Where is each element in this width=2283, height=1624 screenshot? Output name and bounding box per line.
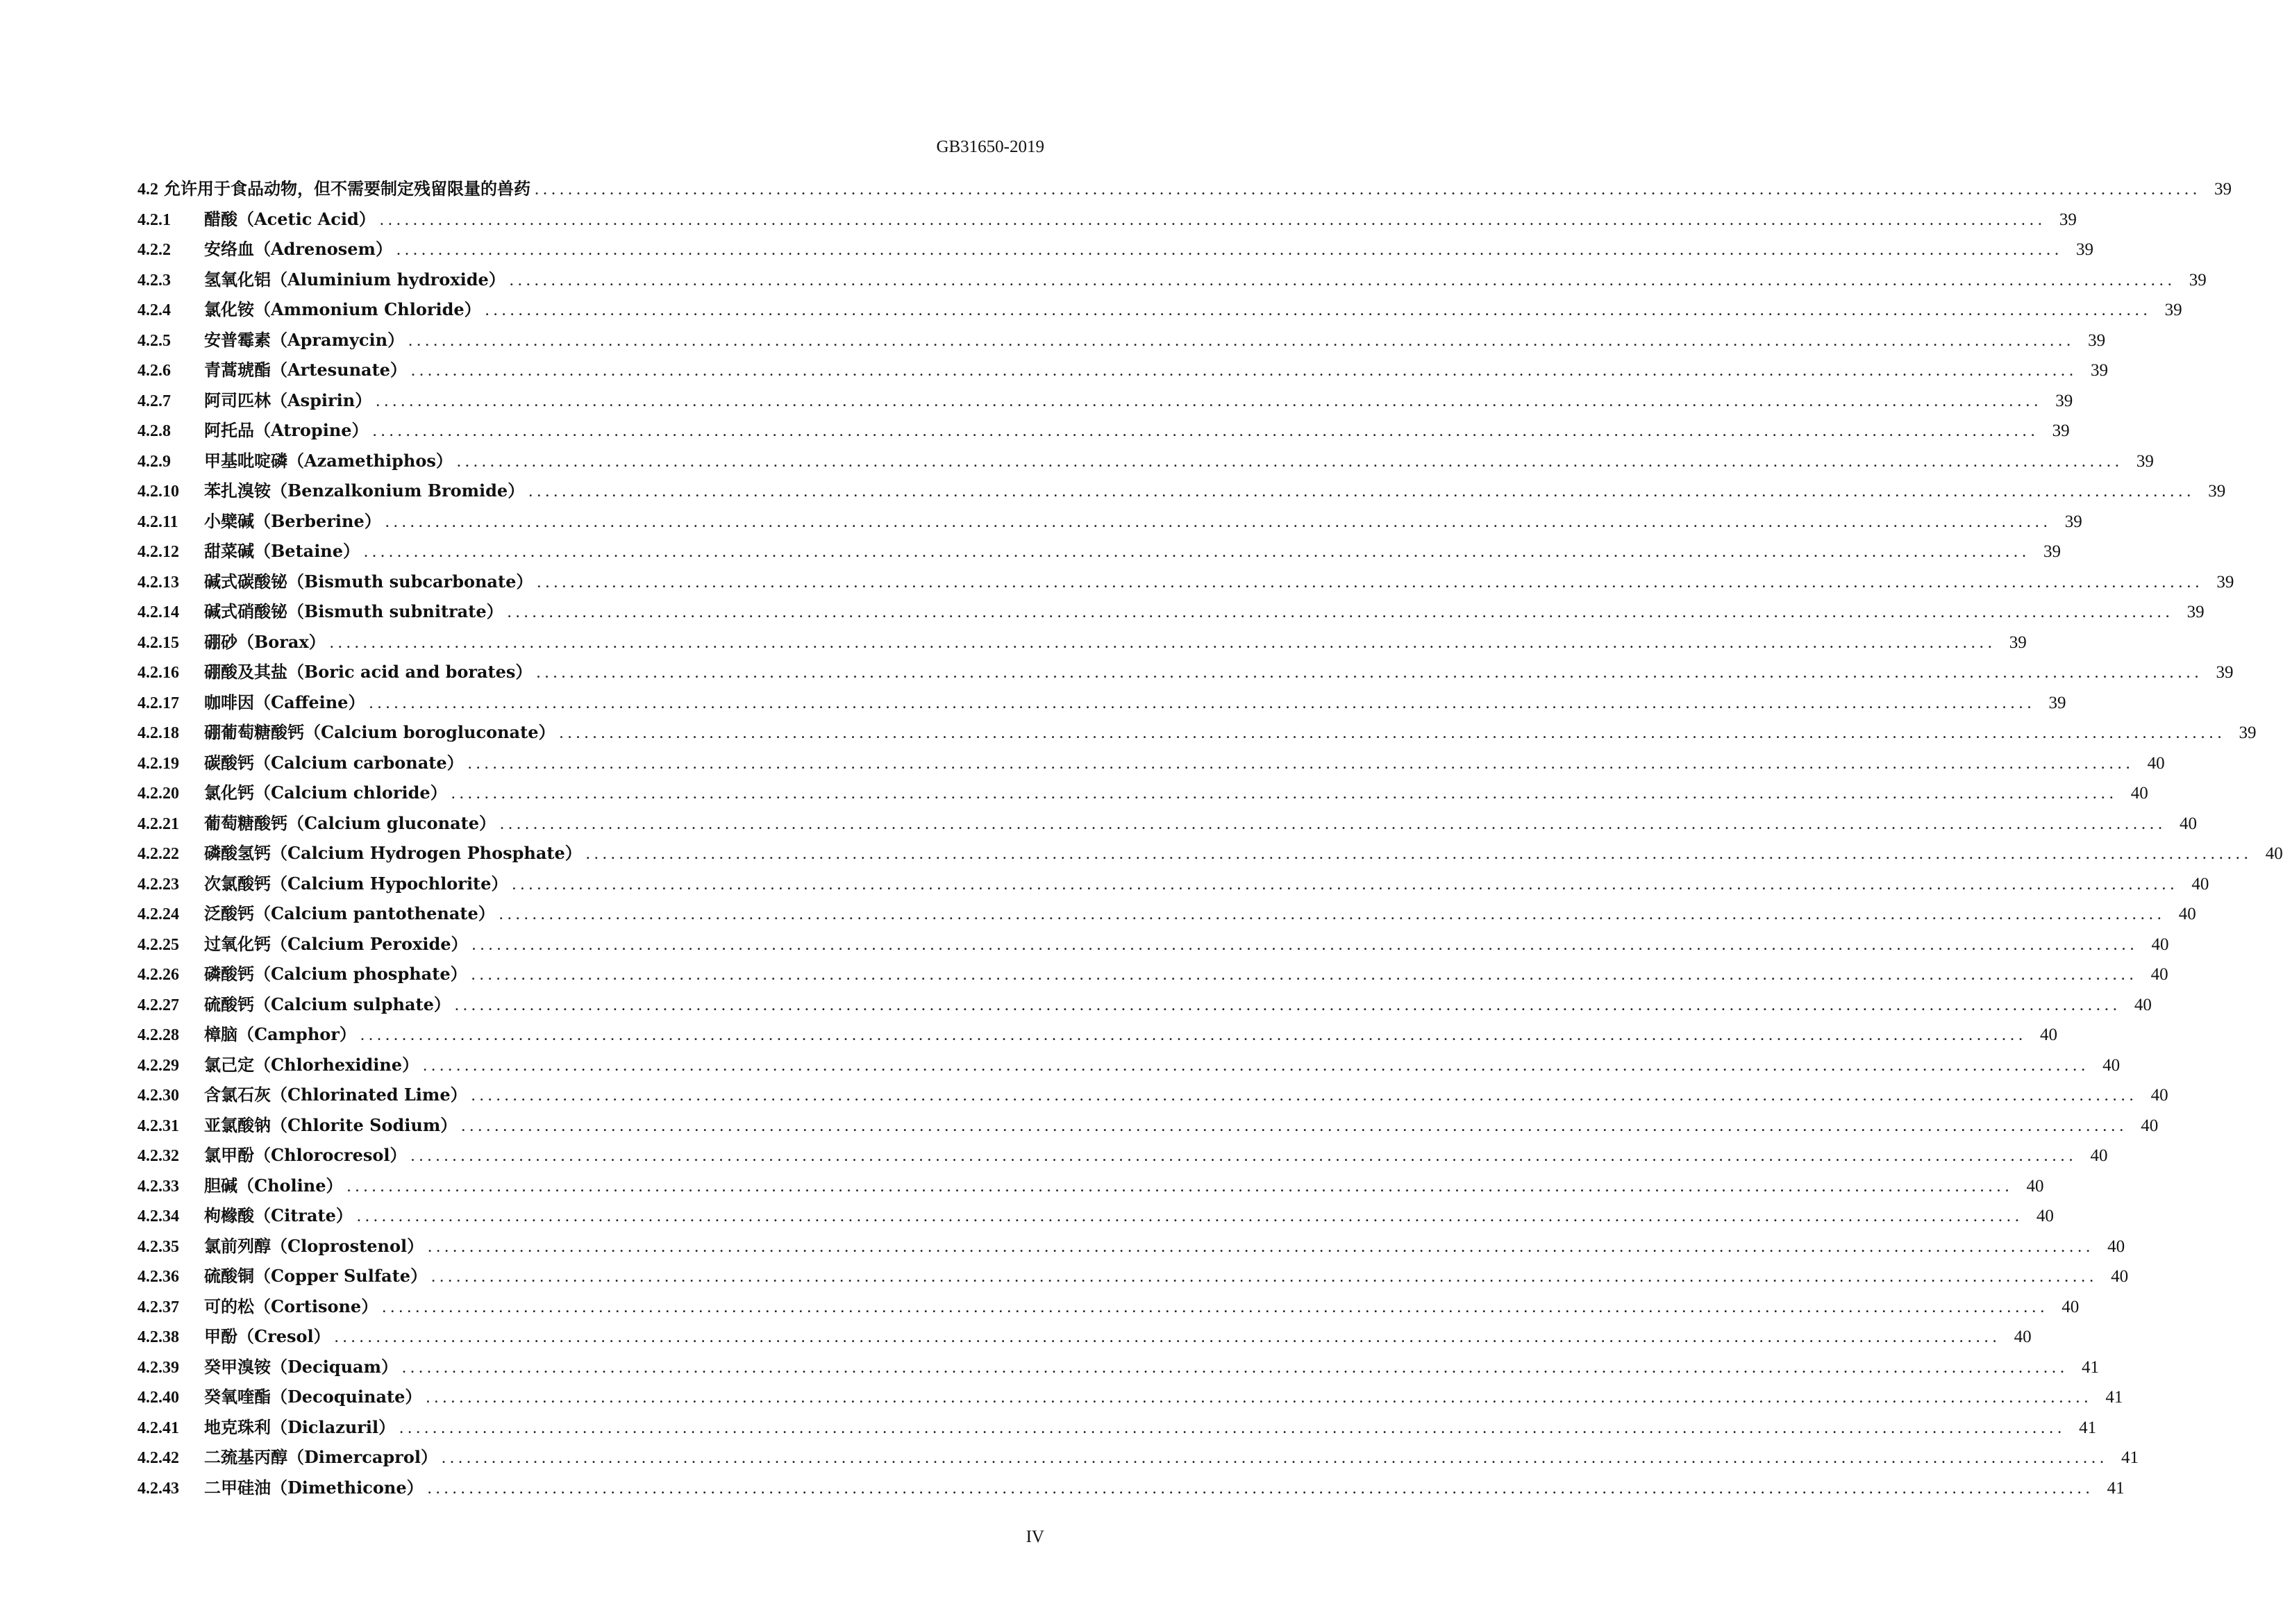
toc-entry-page: 40 — [2147, 753, 2165, 773]
toc-entry[interactable] — [137, 1140, 2108, 1171]
toc-entry-title: 安普霉素（Apramycin） — [204, 329, 405, 350]
toc-entry-page: 41 — [2107, 1478, 2125, 1498]
toc-entry-number: 4.2.12 — [137, 543, 179, 561]
toc-entry-page: 40 — [2102, 1055, 2121, 1075]
toc-entry-page: 40 — [2178, 905, 2196, 923]
toc-entry-title: 咖啡因（Caffeine） — [204, 692, 365, 712]
toc-entry-page: 39 — [2043, 542, 2062, 561]
dot-leader: ........................................................................................................................................................................................................ — [410, 362, 2077, 380]
toc-entry-title: 亚氯酸钠（Chlorite Sodium） — [204, 1114, 458, 1135]
toc-entry[interactable] — [137, 869, 2209, 899]
toc-entry[interactable] — [137, 1442, 2139, 1473]
toc-entry-number: 4.2.37 — [137, 1298, 179, 1316]
dot-leader: ........................................................................................................................................................................................................ — [507, 603, 2174, 621]
toc-entry[interactable] — [137, 1291, 2080, 1322]
toc-entry-page: 40 — [2265, 844, 2283, 863]
toc-entry-number: 4.2.5 — [137, 331, 171, 350]
toc-entry-page: 40 — [2191, 874, 2209, 894]
toc-entry-page: 39 — [2136, 451, 2154, 471]
dot-leader: ........................................................................................................................................................................................................ — [467, 754, 2134, 773]
dot-leader: ........................................................................................................................................................................................................ — [376, 392, 2043, 410]
toc-entry-page: 39 — [2208, 482, 2226, 501]
toc-entry[interactable] — [137, 717, 2257, 748]
toc-entry-title: 次氯酸钙（Calcium Hypochlorite） — [204, 873, 508, 894]
toc-entry-number: 4.2.18 — [137, 724, 179, 742]
dot-leader: ........................................................................................................................................................................................................ — [396, 241, 2063, 259]
toc-entry[interactable] — [137, 1231, 2125, 1262]
toc-entry-number: 4.2.2 — [137, 241, 171, 259]
toc-entry-number: 4.2.38 — [137, 1328, 179, 1346]
toc-entry-title: 二巯基丙醇（Dimercaprol） — [204, 1447, 437, 1467]
toc-entry-page: 39 — [2090, 361, 2108, 380]
toc-entry-title: 过氧化钙（Calcium Peroxide） — [204, 933, 468, 954]
toc-entry-page: 39 — [2239, 723, 2257, 742]
toc-entry-page: 40 — [2036, 1207, 2054, 1225]
page-number: IV — [1026, 1527, 1044, 1546]
toc-entry-page: 41 — [2079, 1418, 2097, 1437]
dot-leader: ........................................................................................................................................................................................................ — [499, 905, 2166, 923]
toc-entry-page: 40 — [2014, 1328, 2032, 1346]
toc-entry-page: 40 — [2150, 1086, 2168, 1105]
toc-entry-title: 硼酸及其盐（Boric acid and borates） — [204, 662, 533, 682]
dot-leader: ........................................................................................................................................................................................................ — [456, 452, 2123, 471]
dot-leader: ........................................................................................................................................................................................................ — [537, 573, 2204, 592]
dot-leader: ........................................................................................................................................................................................................ — [536, 664, 2203, 682]
toc-entry-title: 硫酸钙（Calcium sulphate） — [204, 994, 451, 1014]
toc-entry-page: 39 — [2009, 633, 2027, 652]
dot-leader: ........................................................................................................................................................................................................ — [471, 1087, 2138, 1105]
toc-entry-title: 氯己定（Chlorhexidine） — [204, 1054, 419, 1075]
toc-entry-title: 碳酸钙（Calcium carbonate） — [204, 752, 464, 773]
toc-entry[interactable] — [137, 748, 2165, 778]
toc-entry-page: 39 — [2059, 210, 2077, 229]
toc-entry-title: 青蒿琥酯（Artesunate） — [204, 360, 407, 380]
toc-entry-page: 39 — [2189, 270, 2207, 290]
toc-entry-number: 4.2.31 — [137, 1116, 179, 1135]
toc-entry-title: 硼砂（Borax） — [204, 631, 326, 652]
toc-entry-title: 氯化钙（Calcium chloride） — [204, 782, 447, 803]
toc-entry-page: 41 — [2082, 1357, 2099, 1377]
dot-leader: ........................................................................................................................................................................................................ — [360, 1026, 2027, 1044]
dot-leader: ........................................................................................................................................................................................................ — [426, 1389, 2093, 1407]
toc-entry-title: 小檗碱（Berberine） — [204, 510, 381, 531]
toc-entry-number: 4.2.22 — [137, 845, 179, 863]
toc-entry[interactable] — [137, 355, 2108, 385]
toc-entry-page: 39 — [2075, 240, 2093, 259]
toc-entry[interactable] — [137, 989, 2152, 1020]
toc-entry[interactable] — [137, 506, 2082, 537]
toc-entry-number: 4.2.39 — [137, 1358, 179, 1377]
toc-entry-title: 阿司匹林（Aspirin） — [204, 390, 372, 410]
toc-entry-number: 4.2.23 — [137, 875, 179, 894]
toc-entry-page: 39 — [2052, 421, 2070, 440]
toc-entry-number: 4.2.6 — [137, 362, 171, 380]
dot-leader: ........................................................................................................................................................................................................ — [431, 1268, 2098, 1286]
toc-entry[interactable] — [137, 687, 2066, 718]
dot-leader: ........................................................................................................................................................................................................ — [461, 1116, 2128, 1135]
dot-leader: ........................................................................................................................................................................................................ — [451, 785, 2118, 803]
toc-entry-title: 地克珠利（Diclazuril） — [204, 1416, 396, 1437]
toc-entry-page: 40 — [2107, 1237, 2125, 1256]
dot-leader: ........................................................................................................................................................................................................ — [385, 512, 2052, 531]
toc-entry-title: 硫酸铜（Copper Sulfate） — [204, 1266, 428, 1286]
toc-entry-page: 41 — [2121, 1448, 2139, 1467]
toc-entry-number: 4.2.40 — [137, 1389, 179, 1407]
toc-entry[interactable] — [137, 929, 2169, 960]
dot-leader: ........................................................................................................................................................................................................ — [408, 331, 2075, 350]
toc-entry[interactable] — [137, 385, 2073, 416]
dot-leader: ........................................................................................................................................................................................................ — [500, 814, 2167, 833]
toc-entry[interactable] — [137, 325, 2106, 355]
toc-entry-number: 4.2 — [137, 181, 158, 199]
toc-entry-page: 39 — [2164, 301, 2182, 319]
toc-entry-number: 4.2.8 — [137, 422, 171, 440]
toc-entry-page: 39 — [2048, 693, 2066, 712]
toc-entry-title: 葡萄糖酸钙（Calcium gluconate） — [204, 812, 496, 833]
toc-entry-number: 4.2.7 — [137, 392, 171, 410]
dot-leader: ........................................................................................................................................................................................................ — [528, 483, 2196, 501]
toc-entry-number: 4.2.14 — [137, 603, 179, 621]
toc-entry-number: 4.2.25 — [137, 935, 179, 954]
toc-entry[interactable] — [137, 1382, 2123, 1412]
toc-entry[interactable] — [137, 627, 2027, 658]
toc-entry[interactable] — [137, 838, 2283, 869]
toc-entry-number: 4.2.33 — [137, 1177, 179, 1196]
dot-leader: ........................................................................................................................................................................................................ — [471, 935, 2139, 954]
toc-entry-number: 4.2.1 — [137, 210, 171, 229]
toc-entry-number: 4.2.24 — [137, 905, 179, 923]
toc-entry-page: 40 — [2062, 1297, 2080, 1316]
toc-entry-title: 樟脑（Camphor） — [204, 1024, 356, 1044]
dot-leader: ........................................................................................................................................................................................................ — [512, 875, 2179, 894]
dot-leader: ........................................................................................................................................................................................................ — [346, 1177, 2014, 1196]
toc-entry-page: 39 — [2214, 180, 2232, 199]
toc-entry[interactable] — [137, 1200, 2054, 1231]
toc-entry-page: 40 — [2039, 1026, 2057, 1044]
toc-entry-page: 40 — [2111, 1267, 2129, 1286]
toc-entry-page: 41 — [2105, 1388, 2123, 1407]
toc-entry[interactable] — [137, 657, 2234, 687]
toc-entry[interactable] — [137, 567, 2234, 597]
dot-leader: ........................................................................................................................................................................................................ — [369, 694, 2036, 712]
toc-entry[interactable] — [137, 959, 2168, 989]
toc-entry[interactable] — [137, 1473, 2125, 1503]
toc-entry[interactable] — [137, 204, 2077, 235]
toc-entry[interactable] — [137, 536, 2062, 567]
dot-leader: ........................................................................................................................................................................................................ — [382, 1298, 2049, 1316]
toc-entry[interactable] — [137, 898, 2196, 929]
toc-entry[interactable] — [137, 1412, 2097, 1443]
toc-entry-title: 癸氧喹酯（Decoquinate） — [204, 1387, 422, 1407]
toc-entry[interactable] — [137, 294, 2182, 325]
toc-entry-title: 碱式碳酸铋（Bismuth subcarbonate） — [204, 571, 533, 592]
standard-code: GB31650-2019 — [936, 137, 1044, 156]
dot-leader: ........................................................................................................................................................................................................ — [399, 1418, 2066, 1437]
toc-entry-number: 4.2.29 — [137, 1056, 179, 1075]
toc-entry-title: 磷酸钙（Calcium phosphate） — [204, 964, 467, 984]
toc-entry[interactable] — [137, 1019, 2057, 1050]
dot-leader: ........................................................................................................................................................................................................ — [402, 1358, 2068, 1377]
toc-entry-number: 4.2.28 — [137, 1026, 179, 1044]
dot-leader: ........................................................................................................................................................................................................ — [454, 996, 2121, 1014]
dot-leader: ........................................................................................................................................................................................................ — [585, 845, 2252, 863]
toc-entry[interactable] — [137, 1050, 2121, 1080]
toc-entry[interactable] — [137, 1352, 2099, 1382]
toc-entry-title: 阿托品（Atropine） — [204, 420, 369, 440]
dot-leader: ........................................................................................................................................................................................................ — [379, 210, 2046, 229]
toc-entry-page: 40 — [2134, 995, 2152, 1014]
toc-entry[interactable] — [137, 1321, 2032, 1352]
toc-entry-page: 40 — [2141, 1116, 2159, 1135]
toc-entry-page: 40 — [2090, 1146, 2108, 1165]
toc-entry-title: 癸甲溴铵（Deciquam） — [204, 1356, 398, 1377]
toc-entry-number: 4.2.4 — [137, 301, 171, 319]
toc-entry-number: 4.2.17 — [137, 694, 179, 712]
toc-entry-title: 醋酸（Acetic Acid） — [204, 208, 376, 229]
toc-entry-title: 允许用于食品动物，但不需要制定残留限量的兽药 — [164, 178, 530, 199]
toc-entry[interactable] — [137, 476, 2226, 506]
toc-entry-number: 4.2.35 — [137, 1237, 179, 1256]
toc-entry-number: 4.2.43 — [137, 1479, 179, 1498]
dot-leader: ........................................................................................................................................................................................................ — [485, 301, 2152, 319]
table-of-contents — [137, 174, 2283, 1502]
toc-entry-number: 4.2.15 — [137, 633, 179, 652]
toc-entry-title: 磷酸氢钙（Calcium Hydrogen Phosphate） — [204, 843, 582, 863]
toc-entry-number: 4.2.16 — [137, 664, 179, 682]
toc-entry-number: 4.2.41 — [137, 1418, 179, 1437]
toc-entry-page: 40 — [2150, 965, 2168, 984]
toc-entry-number: 4.2.34 — [137, 1207, 179, 1225]
toc-entry[interactable] — [137, 1110, 2159, 1141]
dot-leader: ........................................................................................................................................................................................................ — [334, 1328, 2001, 1346]
dot-leader: ........................................................................................................................................................................................................ — [535, 181, 2201, 199]
toc-entry-page: 39 — [2186, 603, 2205, 621]
dot-leader: ........................................................................................................................................................................................................ — [471, 966, 2138, 984]
toc-entry[interactable] — [137, 446, 2154, 476]
toc-entry-title: 氯甲酚（Chlorocresol） — [204, 1145, 407, 1165]
toc-entry-title: 氯前列醇（Cloprostenol） — [204, 1235, 424, 1256]
toc-entry-title: 碱式硝酸铋（Bismuth subnitrate） — [204, 601, 503, 621]
toc-entry-page: 39 — [2216, 572, 2234, 592]
toc-entry-title: 甲酚（Cresol） — [204, 1326, 331, 1346]
toc-entry[interactable] — [137, 1171, 2044, 1201]
toc-entry-page: 40 — [2151, 935, 2169, 954]
dot-leader: ........................................................................................................................................................................................................ — [559, 724, 2226, 742]
dot-leader: ........................................................................................................................................................................................................ — [428, 1237, 2095, 1256]
toc-entry-number: 4.2.21 — [137, 814, 179, 833]
toc-entry-number: 4.2.11 — [137, 512, 178, 531]
dot-leader: ........................................................................................................................................................................................................ — [356, 1207, 2023, 1225]
dot-leader: ........................................................................................................................................................................................................ — [441, 1449, 2108, 1467]
toc-entry-title: 含氯石灰（Chlorinated Lime） — [204, 1085, 467, 1105]
toc-entry-number: 4.2.36 — [137, 1268, 179, 1286]
toc-entry-number: 4.2.27 — [137, 996, 179, 1014]
toc-entry-title: 胆碱（Choline） — [204, 1175, 343, 1196]
toc-entry-title: 氯化铵（Ammonium Chloride） — [204, 299, 481, 319]
toc-entry-title: 苯扎溴铵（Benzalkonium Bromide） — [204, 480, 525, 501]
dot-leader: ........................................................................................................................................................................................................ — [372, 422, 2039, 440]
toc-entry-title: 枸橼酸（Citrate） — [204, 1205, 353, 1225]
toc-entry[interactable] — [137, 1261, 2129, 1291]
toc-entry-number: 4.2.3 — [137, 271, 171, 290]
toc-entry-page: 40 — [2130, 784, 2148, 803]
toc-entry-number: 4.2.19 — [137, 754, 179, 773]
toc-entry[interactable] — [137, 596, 2205, 627]
toc-entry-title: 甲基吡啶磷（Azamethiphos） — [204, 450, 453, 471]
dot-leader: ........................................................................................................................................................................................................ — [427, 1479, 2094, 1498]
toc-entry-title: 甜菜碱（Betaine） — [204, 541, 360, 561]
dot-leader: ........................................................................................................................................................................................................ — [423, 1056, 2090, 1075]
toc-entry-page: 39 — [2064, 512, 2082, 531]
dot-leader: ........................................................................................................................................................................................................ — [364, 543, 2031, 561]
toc-entry-page: 39 — [2216, 663, 2234, 682]
toc-entry-number: 4.2.13 — [137, 573, 179, 592]
toc-entry-number: 4.2.42 — [137, 1449, 179, 1467]
toc-entry-number: 4.2.26 — [137, 966, 179, 984]
toc-entry[interactable] — [137, 174, 2232, 204]
toc-entry-page: 40 — [2026, 1176, 2044, 1196]
toc-entry-page: 39 — [2088, 330, 2106, 350]
dot-leader: ........................................................................................................................................................................................................ — [410, 1147, 2077, 1165]
toc-entry[interactable] — [137, 1080, 2168, 1110]
toc-entry-title: 安络血（Adrenosem） — [204, 239, 392, 259]
toc-entry-title: 硼葡萄糖酸钙（Calcium borogluconate） — [204, 722, 555, 742]
toc-entry-number: 4.2.9 — [137, 452, 171, 471]
toc-entry[interactable] — [137, 415, 2070, 446]
toc-entry-title: 可的松（Cortisone） — [204, 1296, 378, 1316]
toc-entry-page: 39 — [2055, 391, 2073, 410]
toc-entry-number: 4.2.20 — [137, 785, 179, 803]
toc-entry-title: 氢氧化铝（Aluminium hydroxide） — [204, 269, 505, 290]
toc-entry[interactable] — [137, 808, 2198, 839]
toc-entry-number: 4.2.32 — [137, 1147, 179, 1165]
toc-entry-number: 4.2.10 — [137, 483, 179, 501]
toc-entry[interactable] — [137, 778, 2148, 808]
toc-entry[interactable] — [137, 234, 2093, 265]
toc-entry-page: 40 — [2180, 814, 2198, 833]
toc-entry-title: 二甲硅油（Dimethicone） — [204, 1477, 424, 1498]
dot-leader: ........................................................................................................................................................................................................ — [509, 271, 2176, 290]
toc-entry-number: 4.2.30 — [137, 1087, 179, 1105]
toc-entry[interactable] — [137, 265, 2207, 295]
dot-leader: ........................................................................................................................................................................................................ — [329, 633, 1996, 652]
toc-entry-title: 泛酸钙（Calcium pantothenate） — [204, 903, 495, 923]
